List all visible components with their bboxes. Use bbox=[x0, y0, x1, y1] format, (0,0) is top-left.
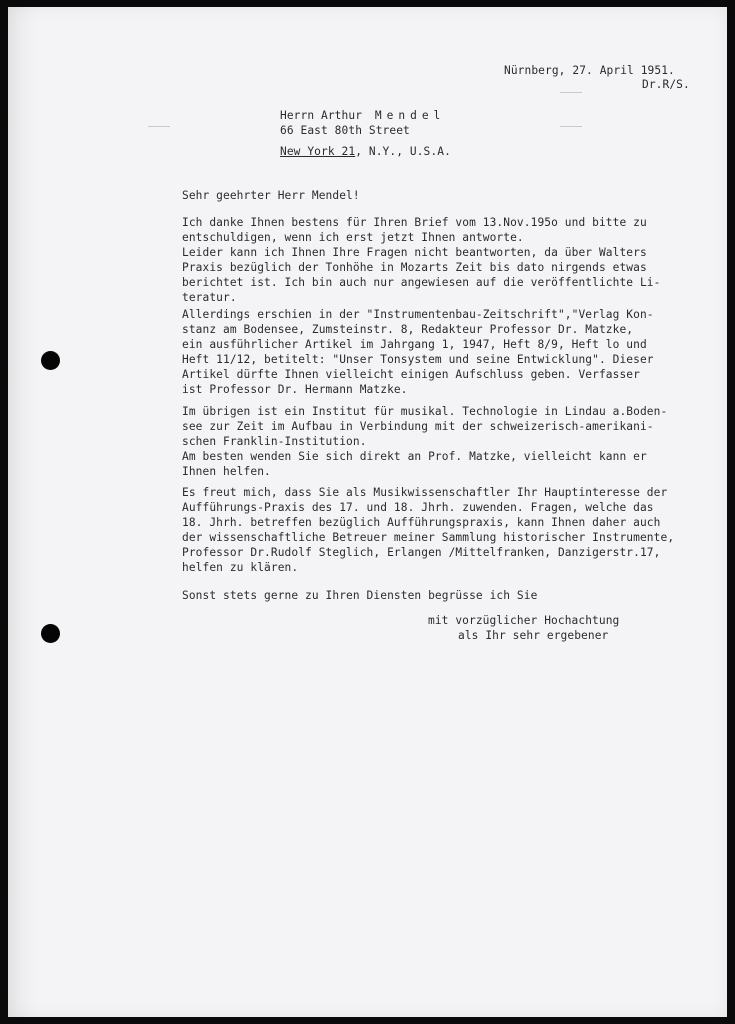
fold-mark-top-right bbox=[560, 92, 582, 93]
address-prefix: Herrn Arthur bbox=[280, 109, 363, 122]
reference: Dr.R/S. bbox=[642, 78, 690, 91]
text-line: Heft 11/12, betitelt: "Unser Tonsystem und seine Entwicklung". Dieser bbox=[182, 353, 654, 366]
address-line-3 bbox=[280, 144, 451, 159]
place-date: Nürnberg, 27. April 1951. bbox=[504, 64, 675, 77]
punch-hole-lower bbox=[41, 624, 60, 643]
paragraph-3 bbox=[182, 485, 674, 575]
text-line: der wissenschaftliche Betreuer meiner Sammlung historischer Instrumente, bbox=[182, 531, 675, 544]
closing-line-1: mit vorzüglicher Hochachtung bbox=[428, 614, 620, 627]
text-line: helfen zu klären. bbox=[182, 561, 299, 574]
fold-mark-left bbox=[148, 126, 170, 127]
text-line: Am besten wenden Sie sich direkt an Prof. Matzke, vielleicht kann er bbox=[182, 450, 647, 463]
punch-hole-upper bbox=[41, 351, 60, 370]
text-line: Leider kann ich Ihnen Ihre Fragen nicht beantworten, da über Walters bbox=[182, 246, 647, 259]
text-line: Artikel dürfte Ihnen vielleicht einigen Aufschluss geben. Verfasser bbox=[182, 368, 640, 381]
paragraph-4 bbox=[182, 588, 537, 603]
address-country: , N.Y., U.S.A. bbox=[355, 145, 451, 158]
recipient-surname: Mendel bbox=[374, 109, 446, 122]
fold-mark-right bbox=[560, 126, 582, 127]
text-line: stanz am Bodensee, Zumsteinstr. 8, Redakteur Professor Dr. Matzke, bbox=[182, 323, 634, 336]
address-block bbox=[280, 108, 451, 159]
address-line-1 bbox=[280, 108, 451, 123]
address-line-2: 66 East 80th Street bbox=[280, 124, 410, 137]
text-line: Allerdings erschien in der "Instrumentenbau-Zeitschrift","Verlag Kon- bbox=[182, 308, 654, 321]
salutation: Sehr geehrter Herr Mendel! bbox=[182, 189, 360, 202]
text-line: Sonst stets gerne zu Ihren Diensten begrüsse ich Sie bbox=[182, 589, 538, 602]
text-line: entschuldigen, wenn ich erst jetzt Ihnen antworte. bbox=[182, 231, 524, 244]
text-line: Ihnen helfen. bbox=[182, 465, 271, 478]
text-line: Professor Dr.Rudolf Steglich, Erlangen /Mittelfranken, Danzigerstr.17, bbox=[182, 546, 661, 559]
page-shadow bbox=[8, 7, 38, 1017]
paragraph-1 bbox=[182, 215, 660, 397]
text-line: Aufführungs-Praxis des 17. und 18. Jhrh. zuwenden. Fragen, welche das bbox=[182, 501, 654, 514]
text-line: ist Professor Dr. Hermann Matzke. bbox=[182, 383, 408, 396]
text-line: Praxis bezüglich der Tonhöhe in Mozarts Zeit bis dato nirgends etwas bbox=[182, 261, 647, 274]
text-line: teratur. bbox=[182, 291, 237, 304]
text-line: Es freut mich, dass Sie als Musikwissenschaftler Ihr Hauptinteresse der bbox=[182, 486, 668, 499]
text-line: see zur Zeit im Aufbau in Verbindung mit der schweizerisch-amerikani- bbox=[182, 420, 654, 433]
text-line: 18. Jhrh. betreffen bezüglich Aufführungspraxis, kann Ihnen daher auch bbox=[182, 516, 661, 529]
text-line: schen Franklin-Institution. bbox=[182, 435, 367, 448]
text-line: Ich danke Ihnen bestens für Ihren Brief vom 13.Nov.195o und bitte zu bbox=[182, 216, 647, 229]
text-line: ein ausführlicher Artikel im Jahrgang 1, 1947, Heft 8/9, Heft lo und bbox=[182, 338, 647, 351]
text-line: berichtet ist. Ich bin auch nur angewiesen auf die veröffentlichte Li- bbox=[182, 276, 661, 289]
letter-page bbox=[8, 7, 727, 1017]
text-line: Im übrigen ist ein Institut für musikal. Technologie in Lindau a.Boden- bbox=[182, 405, 668, 418]
closing-line-2: als Ihr sehr ergebener bbox=[458, 629, 609, 642]
paragraph-2 bbox=[182, 404, 667, 479]
address-city: New York 21 bbox=[280, 145, 356, 158]
